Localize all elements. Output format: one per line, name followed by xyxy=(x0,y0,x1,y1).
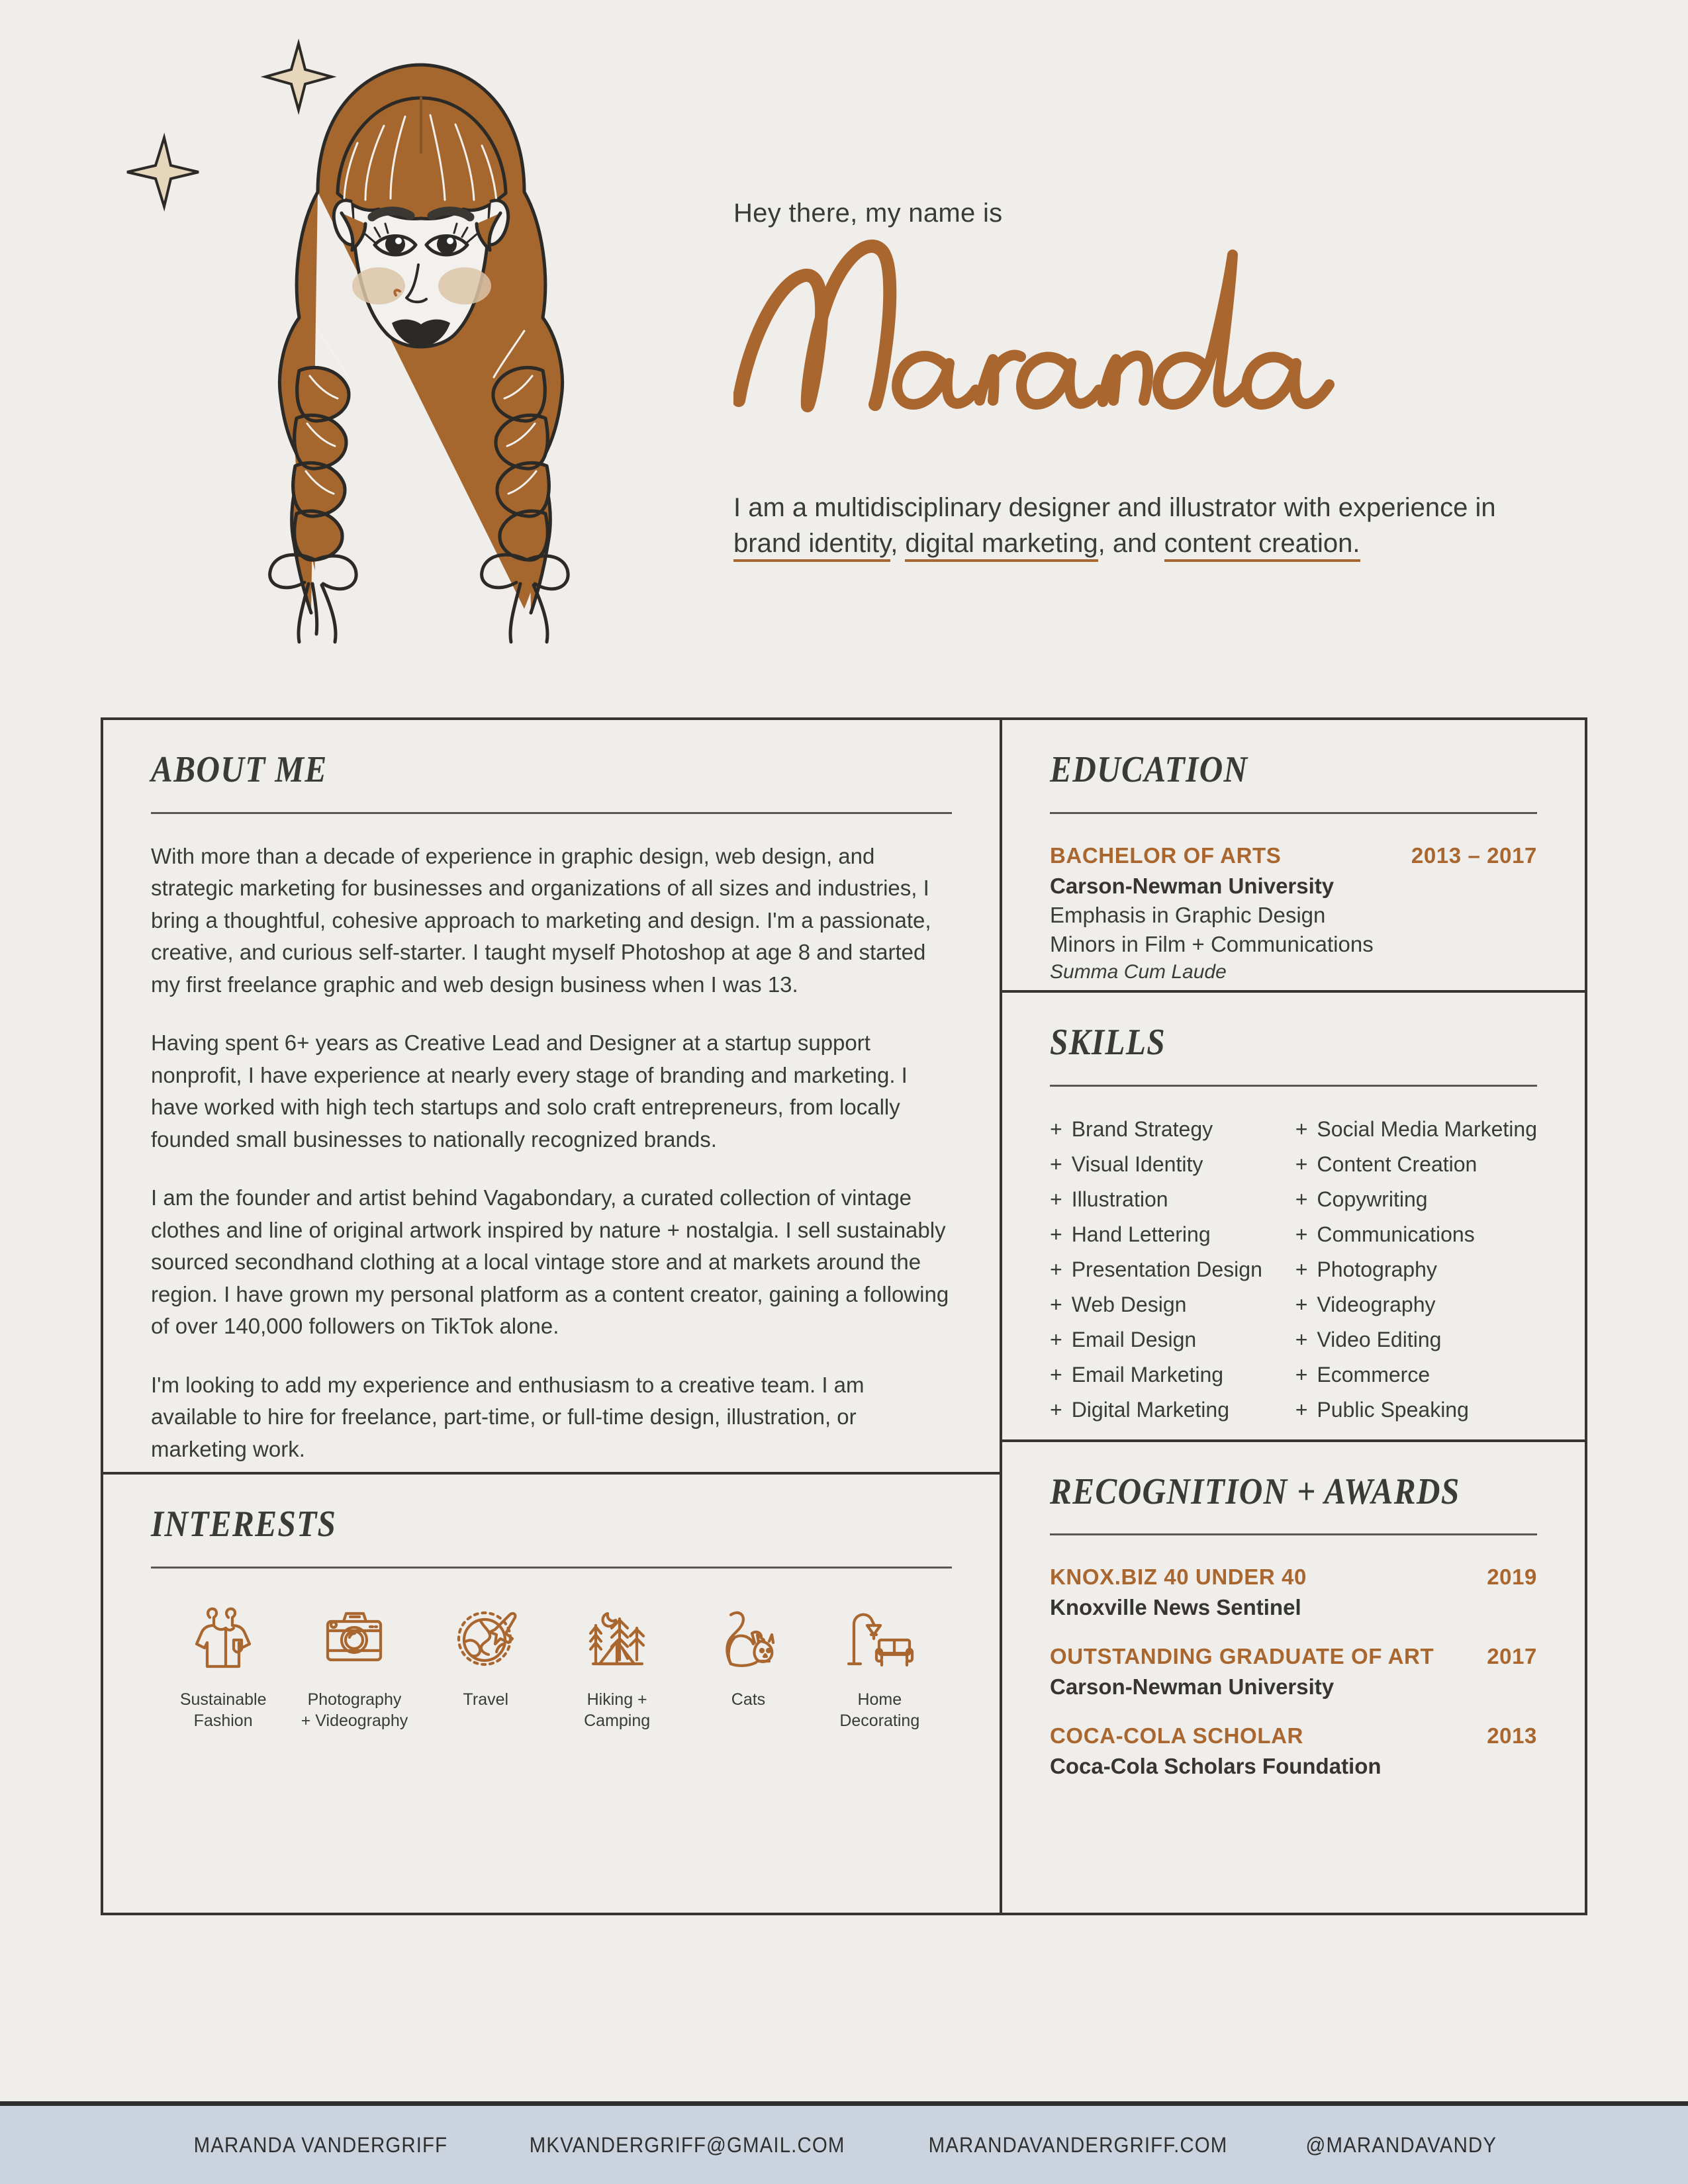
skill-item xyxy=(1050,1398,1270,1422)
education-heading: EDUCATION xyxy=(1050,749,1248,790)
interest-item xyxy=(158,1603,289,1731)
resume-content-box xyxy=(101,717,1587,1915)
skill-item xyxy=(1050,1187,1270,1212)
interests-heading: INTERESTS xyxy=(151,1504,337,1545)
award-item xyxy=(1050,1723,1537,1779)
footer-social-handle[interactable]: @MARANDAVANDY xyxy=(1305,2132,1497,2157)
section-divider xyxy=(151,812,952,814)
skill-label: Email Marketing xyxy=(1071,1362,1224,1387)
cat-icon xyxy=(714,1603,782,1674)
skill-item xyxy=(1295,1222,1537,1247)
award-year: 2017 xyxy=(1487,1644,1537,1669)
skills-body xyxy=(1050,1117,1537,1433)
left-column xyxy=(103,720,1002,1913)
plus-icon: + xyxy=(1295,1222,1308,1246)
skill-label: Videography xyxy=(1317,1292,1436,1316)
skill-item xyxy=(1295,1117,1537,1142)
skill-label: Content Creation xyxy=(1317,1152,1477,1176)
section-divider xyxy=(1050,1085,1537,1087)
plus-icon: + xyxy=(1050,1327,1062,1351)
interest-item xyxy=(420,1603,551,1710)
right-column xyxy=(1002,720,1585,1913)
tagline-text-1: I am a multidisciplinary designer and illustrator with experience in xyxy=(733,493,1496,522)
about-paragraph: I'm looking to add my experience and enthusiasm to a creative team. I am available to hire for freelance, part-time, or full-time design, illustration, or marketing work. xyxy=(151,1372,865,1461)
plus-icon: + xyxy=(1295,1327,1308,1351)
skill-item xyxy=(1050,1363,1270,1387)
skill-item xyxy=(1295,1398,1537,1422)
plus-icon: + xyxy=(1295,1362,1308,1387)
skill-label: Copywriting xyxy=(1317,1187,1428,1211)
plus-icon: + xyxy=(1050,1152,1062,1176)
plus-icon: + xyxy=(1050,1187,1062,1211)
education-entry-head xyxy=(1050,843,1537,868)
plus-icon: + xyxy=(1295,1152,1308,1176)
skills-column-right xyxy=(1295,1117,1537,1433)
plus-icon: + xyxy=(1050,1116,1062,1141)
tagline-sep-2: , and xyxy=(1098,529,1164,558)
award-item xyxy=(1050,1565,1537,1620)
education-detail: Minors in Film + Communications xyxy=(1050,931,1374,956)
skill-label: Public Speaking xyxy=(1317,1397,1469,1422)
skill-item xyxy=(1295,1328,1537,1352)
award-head xyxy=(1050,1644,1537,1669)
interest-label: Photography + Videography xyxy=(301,1690,408,1731)
skill-item xyxy=(1295,1363,1537,1387)
skills-heading: SKILLS xyxy=(1050,1021,1166,1063)
skill-item xyxy=(1295,1257,1537,1282)
contact-footer xyxy=(0,2101,1688,2184)
plus-icon: + xyxy=(1050,1222,1062,1246)
skill-label: Digital Marketing xyxy=(1071,1397,1229,1422)
skill-item xyxy=(1295,1152,1537,1177)
award-name: OUTSTANDING GRADUATE OF ART xyxy=(1050,1644,1434,1669)
interest-label: Sustainable Fashion xyxy=(179,1690,267,1731)
education-years: 2013 – 2017 xyxy=(1411,842,1537,868)
tagline xyxy=(733,490,1528,561)
plus-icon: + xyxy=(1050,1397,1062,1422)
plus-icon: + xyxy=(1295,1187,1308,1211)
award-head xyxy=(1050,1565,1537,1590)
sparkle-icon xyxy=(127,44,332,206)
interests-grid xyxy=(151,1603,952,1731)
about-paragraph: I am the founder and artist behind Vagabondary, a curated collection of vintage clothes and line of original artwork inspired by nature + nostalgia. I sell sustainably sourced secondhand clothing at a local vintage store and at markets around the region. I have grown my personal platform as a content creator, gaining a following of over 140,000 followers on TikTok alone. xyxy=(151,1185,949,1339)
clothing-rack-icon xyxy=(190,1603,256,1674)
awards-body xyxy=(1050,1565,1537,1779)
skill-label: Email Design xyxy=(1071,1327,1197,1351)
skill-label: Social Media Marketing xyxy=(1317,1116,1537,1141)
intro-block xyxy=(733,199,1528,414)
award-year: 2019 xyxy=(1487,1565,1537,1590)
education-honors: Summa Cum Laude xyxy=(1050,960,1227,983)
education-degree: BACHELOR OF ARTS xyxy=(1050,842,1282,868)
about-me-heading: ABOUT ME xyxy=(151,749,328,790)
awards-section xyxy=(1002,1439,1585,1786)
award-org: Coca-Cola Scholars Foundation xyxy=(1050,1754,1382,1779)
award-head xyxy=(1050,1723,1537,1749)
skills-section xyxy=(1002,990,1585,1439)
about-me-body xyxy=(151,841,952,1466)
skill-label: Hand Lettering xyxy=(1071,1222,1211,1246)
about-paragraph: Having spent 6+ years as Creative Lead and Designer at a startup support nonprofit, I have experience at nearly every stage of branding and marketing. I have worked with high tech startups and solo craft entrepreneurs, from locally founded small businesses to nationally recognized brands. xyxy=(151,1030,908,1152)
skill-item xyxy=(1050,1328,1270,1352)
interest-label: Hiking + Camping xyxy=(584,1690,651,1731)
globe-airplane-icon xyxy=(451,1603,520,1674)
award-org: Knoxville News Sentinel xyxy=(1050,1595,1301,1620)
education-section xyxy=(1002,720,1585,990)
skill-label: Brand Strategy xyxy=(1071,1116,1213,1141)
footer-email[interactable]: MKVANDERGRIFF@GMAIL.COM xyxy=(529,2132,845,2157)
skill-item xyxy=(1295,1187,1537,1212)
interest-item xyxy=(551,1603,682,1731)
skill-label: Visual Identity xyxy=(1071,1152,1203,1176)
plus-icon: + xyxy=(1050,1292,1062,1316)
about-me-section xyxy=(103,720,1000,1472)
interest-label: Travel xyxy=(463,1690,509,1709)
skill-item xyxy=(1295,1293,1537,1317)
education-detail: Emphasis in Graphic Design xyxy=(1050,902,1326,927)
skill-label: Video Editing xyxy=(1317,1327,1442,1351)
interests-section xyxy=(103,1472,1000,1913)
award-year: 2013 xyxy=(1487,1723,1537,1749)
plus-icon: + xyxy=(1295,1292,1308,1316)
interest-item xyxy=(682,1603,814,1710)
education-school: Carson-Newman University xyxy=(1050,873,1335,898)
award-name: KNOX.BIZ 40 UNDER 40 xyxy=(1050,1565,1307,1590)
camera-icon xyxy=(320,1603,389,1674)
section-divider xyxy=(1050,812,1537,814)
awards-heading: RECOGNITION + AWARDS xyxy=(1050,1471,1460,1512)
skill-label: Photography xyxy=(1317,1257,1437,1281)
skills-column-left xyxy=(1050,1117,1270,1433)
tagline-link-digital-marketing[interactable]: digital marketing xyxy=(905,529,1098,562)
skill-item xyxy=(1050,1222,1270,1247)
section-divider xyxy=(1050,1533,1537,1535)
skill-item xyxy=(1050,1117,1270,1142)
skill-label: Illustration xyxy=(1071,1187,1168,1211)
tent-trees-moon-icon xyxy=(583,1603,651,1674)
tagline-link-brand-identity[interactable]: brand identity xyxy=(733,529,890,562)
skill-label: Web Design xyxy=(1071,1292,1187,1316)
sofa-lamp-icon xyxy=(843,1603,916,1674)
plus-icon: + xyxy=(1295,1116,1308,1141)
page-header xyxy=(0,0,1688,688)
interest-label: Cats xyxy=(731,1690,766,1709)
footer-name: MARANDA VANDERGRIFF xyxy=(193,2132,448,2157)
plus-icon: + xyxy=(1050,1362,1062,1387)
interest-item xyxy=(814,1603,945,1731)
skill-label: Communications xyxy=(1317,1222,1475,1246)
about-paragraph: With more than a decade of experience in graphic design, web design, and strategic marketing for businesses and organizations of all sizes and industries, I bring a thoughtful, cohesive approach to marketing and design. I'm a passionate, creative, and curious self-starter. I taught myself Photoshop at age 8 and started my first freelance graphic and web design business when I was 13. xyxy=(151,843,931,997)
plus-icon: + xyxy=(1050,1257,1062,1281)
skill-item xyxy=(1050,1152,1270,1177)
award-org: Carson-Newman University xyxy=(1050,1674,1335,1700)
plus-icon: + xyxy=(1295,1397,1308,1422)
skill-item xyxy=(1050,1293,1270,1317)
interest-label: Home Decorating xyxy=(839,1690,920,1731)
skill-item xyxy=(1050,1257,1270,1282)
greeting-text: Hey there, my name is xyxy=(733,199,1003,228)
plus-icon: + xyxy=(1295,1257,1308,1281)
skill-label: Presentation Design xyxy=(1071,1257,1262,1281)
tagline-sep-1: , xyxy=(890,529,906,558)
award-name: COCA-COLA SCHOLAR xyxy=(1050,1723,1303,1749)
section-divider xyxy=(151,1567,952,1569)
signature-name xyxy=(733,235,1528,414)
skill-label: Ecommerce xyxy=(1317,1362,1430,1387)
tagline-link-content-creation[interactable]: content creation. xyxy=(1164,529,1360,562)
interest-item xyxy=(289,1603,420,1731)
award-item xyxy=(1050,1644,1537,1700)
footer-website[interactable]: MARANDAVANDERGRIFF.COM xyxy=(928,2132,1228,2157)
education-body xyxy=(1050,843,1537,983)
avatar-illustration xyxy=(119,26,669,662)
